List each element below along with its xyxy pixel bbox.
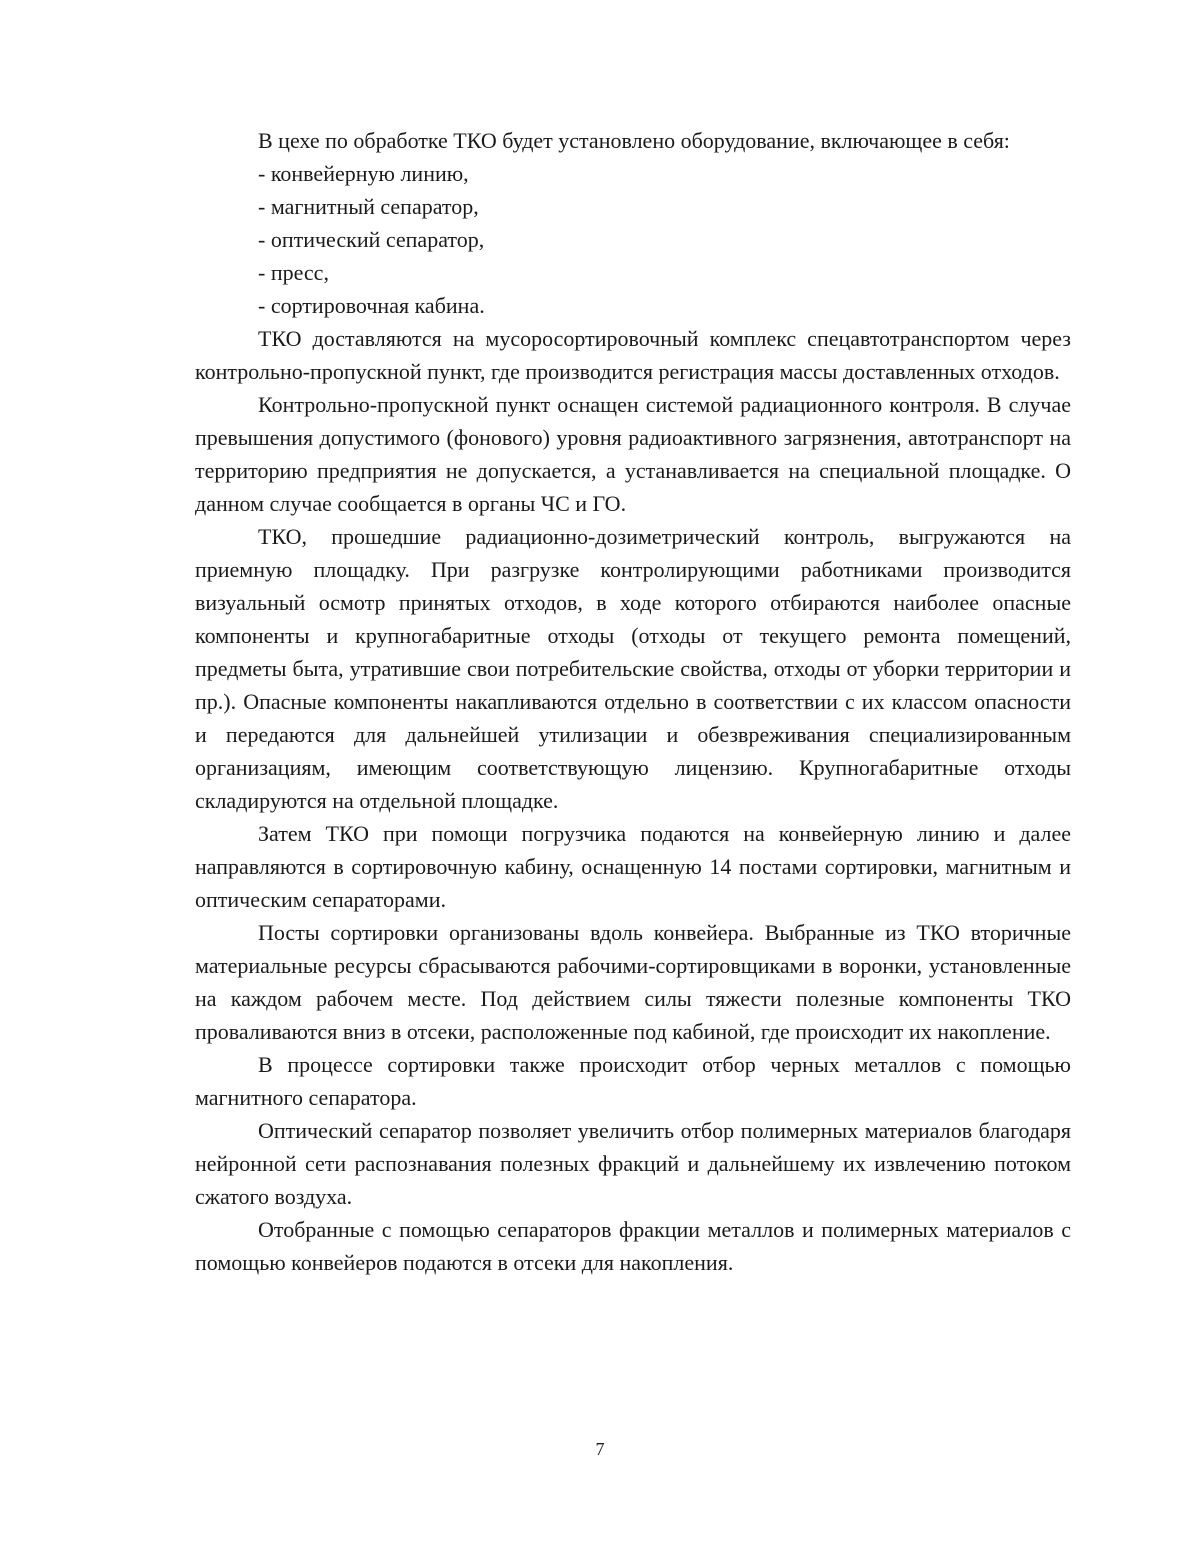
list-item: - конвейерную линию,: [258, 161, 469, 186]
body-paragraph: Контрольно-пропускной пункт оснащен системой радиационного контроля. В случае превышения допустимого (фонового) уровня радиоактивного загрязнения, автотранспорт на территорию предприятия не допускается, а устанавливается на специальной площадке. О данном случае сообщается в органы ЧС и ГО.: [195, 392, 1071, 516]
body-paragraph: ТКО, прошедшие радиационно-дозиметрический контроль, выгружаются на приемную площадку. При разгрузке контролирующими работниками производится визуальный осмотр принятых отходов, в ходе которого отбираются наиболее опасные компоненты и крупногабаритные отходы (отходы от текущего ремонта помещений, предметы быта, утратившие свои потребительские свойства, отходы от уборки территории и пр.). Опасные компоненты накапливаются отдельно в соответствии с их классом опасности и передаются для дальнейшей утилизации и обезвреживания специализированным организациям, имеющим соответствующую лицензию. Крупногабаритные отходы складируются на отдельной площадке.: [195, 524, 1071, 813]
body-paragraph: Посты сортировки организованы вдоль конвейера. Выбранные из ТКО вторичные материальные ресурсы сбрасываются рабочими-сортировщиками в воронки, установленные на каждом рабочем месте. Под действием силы тяжести полезные компоненты ТКО проваливаются вниз в отсеки, расположенные под кабиной, где происходит их накопление.: [195, 920, 1071, 1044]
body-paragraph: Отобранные с помощью сепараторов фракции металлов и полимерных материалов с помощью конвейеров подаются в отсеки для накопления.: [195, 1217, 1071, 1275]
body-paragraph: ТКО доставляются на мусоросортировочный комплекс спецавтотранспортом через контрольно-пропускной пункт, где производится регистрация массы доставленных отходов.: [195, 326, 1071, 384]
equipment-list: [195, 157, 1071, 322]
body-paragraph: Затем ТКО при помощи погрузчика подаются на конвейерную линию и далее направляются в сортировочную кабину, оснащенную 14 постами сортировки, магнитным и оптическим сепараторами.: [195, 821, 1071, 912]
document-body: [195, 124, 1071, 1279]
list-item: - сортировочная кабина.: [258, 293, 485, 318]
body-paragraph: Оптический сепаратор позволяет увеличить отбор полимерных материалов благодаря нейронной сети распознавания полезных фракций и дальнейшему их извлечению потоком сжатого воздуха.: [195, 1118, 1071, 1209]
page-number: 7: [595, 1439, 605, 1459]
list-item: - пресс,: [258, 260, 329, 285]
body-paragraph: В процессе сортировки также происходит отбор черных металлов с помощью магнитного сепаратора.: [195, 1052, 1071, 1110]
list-item: - оптический сепаратор,: [258, 227, 485, 252]
intro-paragraph: В цехе по обработке ТКО будет установлено оборудование, включающее в себя:: [258, 128, 1010, 153]
list-item: - магнитный сепаратор,: [258, 194, 479, 219]
